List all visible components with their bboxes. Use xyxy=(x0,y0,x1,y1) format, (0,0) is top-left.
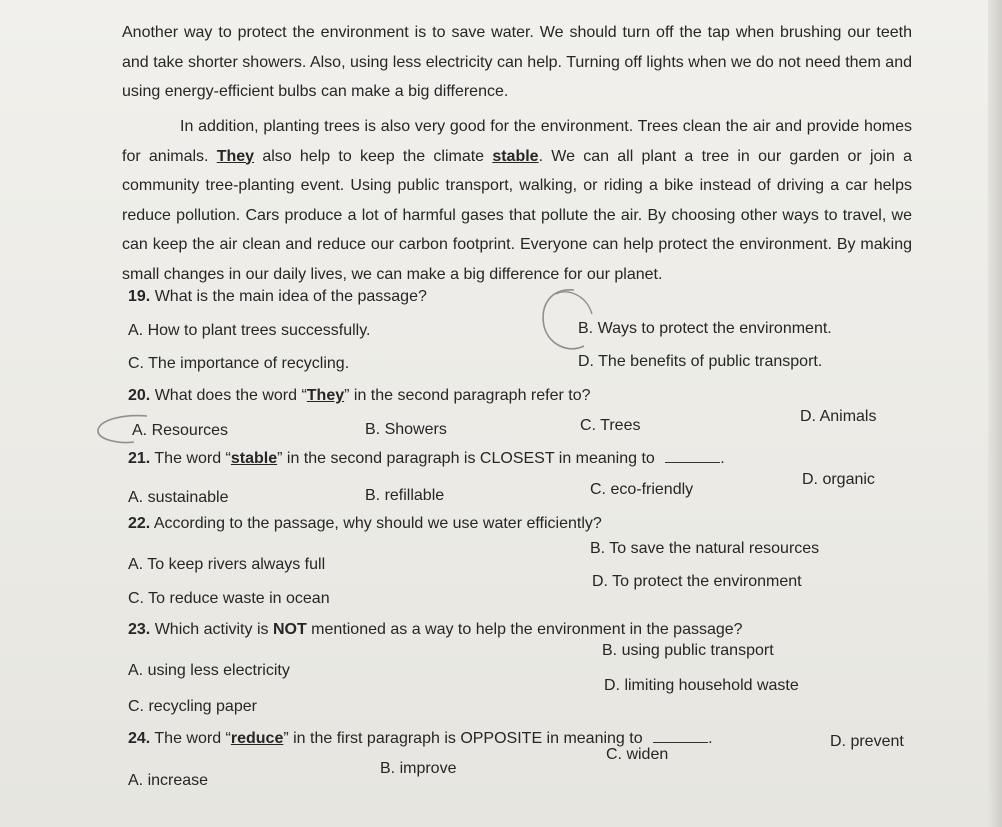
question-text xyxy=(155,621,743,638)
q21-option-d[interactable]: D. organic xyxy=(802,471,875,488)
q19-option-b[interactable]: B. Ways to protect the environment. xyxy=(578,320,832,337)
question-text xyxy=(155,387,591,404)
q24-option-b[interactable]: B. improve xyxy=(380,760,457,777)
question-23-stem xyxy=(128,621,743,639)
question-19-stem xyxy=(128,288,427,306)
answer-blank[interactable] xyxy=(653,742,708,743)
text-run: The word “ xyxy=(154,730,231,747)
underlined-keyword: reduce xyxy=(230,730,284,747)
q22-option-b[interactable]: B. To save the natural resources xyxy=(590,540,820,557)
question-22-stem xyxy=(128,515,602,533)
q23-option-c[interactable]: C. recycling paper xyxy=(128,698,257,715)
q21-option-b[interactable]: B. refillable xyxy=(365,487,445,504)
text-run: What does the word “ xyxy=(154,387,307,404)
text-run: mentioned as a way to help the environment in the passage? xyxy=(306,621,743,638)
q21-option-c[interactable]: C. eco-friendly xyxy=(590,481,694,498)
question-text xyxy=(155,288,427,305)
text-run: also help to keep the climate xyxy=(254,147,493,165)
text-run: . We can all plant a tree in our garden or join a community tree-planting event. Using public transport, walking, or riding a bike instead of driving a car helps reduce pollution. Cars produce a lot of harmful gases that pollute the air. By choosing other ways to travel, we can keep the air clean and reduce our carbon footprint. Everyone can help protect the environment. By making small changes in our daily lives, we can make a big difference for our planet. xyxy=(122,147,913,283)
text-run: Which activity is xyxy=(154,621,273,638)
page-binding-edge xyxy=(988,0,1002,827)
q24-option-d[interactable]: D. prevent xyxy=(830,733,904,750)
passage-paragraph-2 xyxy=(122,112,912,289)
q20-option-d[interactable]: D. Animals xyxy=(800,408,877,425)
text-run: ” in the second paragraph refer to? xyxy=(344,387,591,404)
q20-option-c[interactable]: C. Trees xyxy=(580,417,641,434)
passage-paragraph-1 xyxy=(122,18,912,107)
answer-blank[interactable] xyxy=(665,462,720,463)
text-run: According to the passage, why should we use water efficiently? xyxy=(153,515,602,532)
underlined-keyword: stable xyxy=(230,450,278,467)
text-run: Another way to protect the environment is to save water. We should turn off the tap when brushing our teeth and take shorter showers. Also, using less electricity can help. Turning off lights when we do not need them and using energy-efficient bulbs can make a big difference. xyxy=(122,24,912,100)
text-run: ” in the first paragraph is OPPOSITE in meaning to xyxy=(283,730,643,747)
question-number: 19. xyxy=(128,288,151,305)
q22-option-c[interactable]: C. To reduce waste in ocean xyxy=(128,590,330,607)
text-run: What is the main idea of the passage? xyxy=(154,288,427,305)
q20-option-a[interactable]: A. Resources xyxy=(132,422,229,439)
underlined-keyword: They xyxy=(216,147,255,165)
q24-option-c[interactable]: C. widen xyxy=(606,746,669,763)
text-run: The word “ xyxy=(154,450,231,467)
q24-option-a[interactable]: A. increase xyxy=(128,772,209,789)
underlined-keyword: stable xyxy=(492,147,539,165)
q23-option-b[interactable]: B. using public transport xyxy=(602,642,774,659)
text-run: ” in the second paragraph is CLOSEST in meaning to xyxy=(277,450,655,467)
question-21-stem xyxy=(128,450,725,468)
q19-option-d[interactable]: D. The benefits of public transport. xyxy=(578,353,823,370)
question-number: 23. xyxy=(128,621,151,638)
underlined-keyword: They xyxy=(306,387,345,404)
q23-option-a[interactable]: A. using less electricity xyxy=(128,662,290,679)
question-number: 24. xyxy=(128,730,151,747)
q21-option-a[interactable]: A. sustainable xyxy=(128,489,229,506)
emphasized-word: NOT xyxy=(272,621,307,638)
question-text xyxy=(154,515,602,532)
question-text xyxy=(154,450,654,467)
question-number: 21. xyxy=(128,450,151,467)
q19-option-c[interactable]: C. The importance of recycling. xyxy=(128,355,350,372)
q19-option-a[interactable]: A. How to plant trees successfully. xyxy=(128,322,371,339)
text-run: In addition, planting trees is also very good for the environment. Trees clean the air and provide homes for animals. xyxy=(122,118,912,165)
stem-period: . xyxy=(708,730,713,747)
q22-option-d[interactable]: D. To protect the environment xyxy=(592,573,802,590)
question-number: 22. xyxy=(128,515,151,532)
question-number: 20. xyxy=(128,387,151,404)
stem-period: . xyxy=(720,450,725,467)
question-20-stem xyxy=(128,387,591,405)
q20-option-b[interactable]: B. Showers xyxy=(365,421,447,438)
question-text xyxy=(154,730,642,747)
q23-option-d[interactable]: D. limiting household waste xyxy=(604,677,799,694)
q22-option-a[interactable]: A. To keep rivers always full xyxy=(128,556,326,573)
